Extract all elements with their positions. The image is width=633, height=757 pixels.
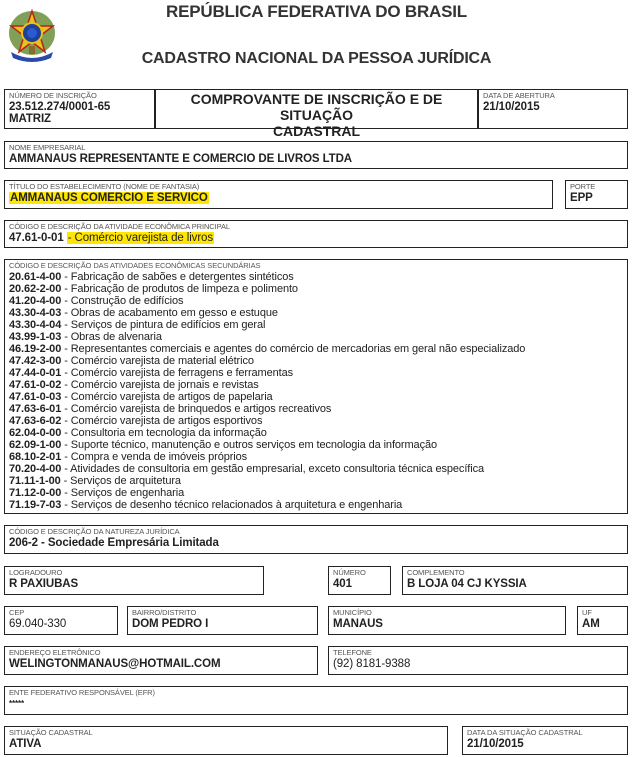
atividade-secundaria-item xyxy=(9,427,525,439)
bairro-label: BAIRRO/DISTRITO xyxy=(132,608,197,617)
atividade-secundaria-item xyxy=(9,331,525,343)
atividade-description: - Serviços de engenharia xyxy=(64,487,185,499)
atividade-description: - Serviços de arquitetura xyxy=(63,475,181,487)
titulo-box xyxy=(4,180,553,209)
atividade-code: 46.19-2-00 xyxy=(9,343,62,355)
atividade-code: 20.62-2-00 xyxy=(9,283,62,295)
atividade-principal-label: CÓDIGO E DESCRIÇÃO DA ATIVIDADE ECONÔMICA PRINCIPAL xyxy=(9,222,230,231)
divider xyxy=(477,90,479,128)
titulo-value: AMMANAUS COMERCIO E SERVICO xyxy=(10,192,208,204)
atividades-secundarias-box xyxy=(4,259,628,514)
telefone-value: (92) 8181-9388 xyxy=(333,658,411,670)
efr-value: ***** xyxy=(9,699,25,708)
atividade-code: 71.11-1-00 xyxy=(9,475,61,487)
atividades-secundarias-label: CÓDIGO E DESCRIÇÃO DAS ATIVIDADES ECONÔMICAS SECUNDÁRIAS xyxy=(9,261,261,270)
numero-value: 401 xyxy=(333,578,352,590)
atividade-code: 43.30-4-04 xyxy=(9,319,62,331)
atividade-description: - Comércio varejista de brinquedos e artigos recreativos xyxy=(64,403,332,415)
numero-label: NÚMERO xyxy=(333,568,366,577)
nome-empresarial-box xyxy=(4,141,628,169)
atividade-code: 43.30-4-03 xyxy=(9,307,62,319)
abertura-value: 21/10/2015 xyxy=(483,101,540,113)
atividade-secundaria-item xyxy=(9,319,525,331)
cep-label: CEP xyxy=(9,608,25,617)
atividade-code: 71.19-7-03 xyxy=(9,499,62,511)
atividade-description: - Comércio varejista de artigos esportivos xyxy=(64,415,263,427)
situacao-label: SITUAÇÃO CADASTRAL xyxy=(9,728,93,737)
atividade-secundaria-item xyxy=(9,355,525,367)
situacao-value: ATIVA xyxy=(9,738,42,750)
page-subtitle: CADASTRO NACIONAL DA PESSOA JURÍDICA xyxy=(141,50,492,67)
efr-box xyxy=(4,686,628,715)
natureza-juridica-box xyxy=(4,525,628,554)
atividade-description: - Comércio varejista de ferragens e ferramentas xyxy=(64,367,294,379)
porte-label: PORTE xyxy=(570,182,596,191)
comprovante-line2: CADASTRAL xyxy=(272,123,361,139)
atividade-description: - Comércio varejista de jornais e revistas xyxy=(64,379,259,391)
complemento-label: COMPLEMENTO xyxy=(407,568,465,577)
atividade-code: 47.63-6-02 xyxy=(9,415,62,427)
atividade-secundaria-item xyxy=(9,295,525,307)
nome-empresarial-label: NOME EMPRESARIAL xyxy=(9,143,86,152)
atividade-description: - Serviços de desenho técnico relacionados à arquitetura e engenharia xyxy=(64,499,403,511)
atividade-code: 47.61-0-03 xyxy=(9,391,62,403)
porte-value: EPP xyxy=(570,192,593,204)
atividade-secundaria-item xyxy=(9,379,525,391)
atividade-code: 62.04-0-00 xyxy=(9,427,62,439)
uf-box xyxy=(577,606,628,635)
atividade-secundaria-item xyxy=(9,343,525,355)
municipio-box xyxy=(328,606,566,635)
uf-label: UF xyxy=(582,608,592,617)
atividade-code: 47.44-0-01 xyxy=(9,367,62,379)
atividade-secundaria-item xyxy=(9,475,525,487)
atividade-description: - Compra e venda de imóveis próprios xyxy=(64,451,248,463)
page-title: REPÚBLICA FEDERATIVA DO BRASIL xyxy=(166,2,467,21)
bairro-value: DOM PEDRO I xyxy=(132,618,209,630)
atividade-description: - Construção de edifícios xyxy=(64,295,184,307)
cep-value: 69.040-330 xyxy=(9,618,67,630)
porte-box xyxy=(565,180,628,209)
numero-box xyxy=(328,566,391,595)
data-situacao-box xyxy=(462,726,628,755)
atividade-secundaria-item xyxy=(9,283,525,295)
atividade-secundaria-item xyxy=(9,415,525,427)
municipio-value: MANAUS xyxy=(333,618,383,630)
titulo-label: TÍTULO DO ESTABELECIMENTO (NOME DE FANTASIA) xyxy=(9,182,200,191)
atividade-secundaria-item xyxy=(9,463,525,475)
inscricao-label: NÚMERO DE INSCRIÇÃO xyxy=(9,91,97,100)
natureza-juridica-label: CÓDIGO E DESCRIÇÃO DA NATUREZA JURÍDICA xyxy=(9,527,180,536)
abertura-label: DATA DE ABERTURA xyxy=(483,91,555,100)
atividade-secundaria-item xyxy=(9,271,525,283)
natureza-juridica-value: 206-2 - Sociedade Empresária Limitada xyxy=(9,537,219,549)
atividade-secundaria-item xyxy=(9,439,525,451)
situacao-box xyxy=(4,726,448,755)
atividade-secundaria-item xyxy=(9,307,525,319)
email-box xyxy=(4,646,318,675)
cep-box xyxy=(4,606,118,635)
atividade-description: - Fabricação de sabões e detergentes sintéticos xyxy=(64,271,294,283)
inscricao-tipo: MATRIZ xyxy=(9,113,51,125)
atividades-secundarias-list xyxy=(9,271,525,511)
inscricao-numero: 23.512.274/0001-65 xyxy=(9,101,111,113)
email-value: WELINGTONMANAUS@HOTMAIL.COM xyxy=(9,658,221,670)
data-situacao-label: DATA DA SITUAÇÃO CADASTRAL xyxy=(467,728,583,737)
atividade-secundaria-item xyxy=(9,499,525,511)
complemento-value: B LOJA 04 CJ KYSSIA xyxy=(407,578,527,590)
comprovante-line1: COMPROVANTE DE INSCRIÇÃO E DE SITUAÇÃO xyxy=(190,91,443,123)
telefone-box xyxy=(328,646,628,675)
atividade-description: - Fabricação de produtos de limpeza e polimento xyxy=(64,283,298,295)
atividade-description: - Obras de alvenaria xyxy=(64,331,162,343)
nome-empresarial-value: AMMANAUS REPRESENTANTE E COMERCIO DE LIVROS LTDA xyxy=(9,153,352,165)
atividade-secundaria-item xyxy=(9,367,525,379)
atividade-description: - Obras de acabamento em gesso e estuque xyxy=(64,307,278,319)
atividade-code: 68.10-2-01 xyxy=(9,451,62,463)
atividade-description: - Comércio varejista de material elétrico xyxy=(64,355,254,367)
atividade-principal-code: 47.61-0-01 xyxy=(9,232,64,244)
atividade-description: - Serviços de pintura de edifícios em geral xyxy=(64,319,266,331)
atividade-description: - Representantes comerciais e agentes do comércio de mercadorias em geral não especializado xyxy=(64,343,526,355)
efr-label: ENTE FEDERATIVO RESPONSÁVEL (EFR) xyxy=(9,688,155,697)
atividade-code: 47.63-6-01 xyxy=(9,403,62,415)
header-box xyxy=(4,89,628,139)
atividade-code: 20.61-4-00 xyxy=(9,271,62,283)
bairro-box xyxy=(127,606,318,635)
atividade-code: 47.42-3-00 xyxy=(9,355,62,367)
atividade-description: - Suporte técnico, manutenção e outros serviços em tecnologia da informação xyxy=(64,439,438,451)
atividade-code: 62.09-1-00 xyxy=(9,439,62,451)
logradouro-value: R PAXIUBAS xyxy=(9,578,79,590)
atividade-code: 47.61-0-02 xyxy=(9,379,62,391)
atividade-secundaria-item xyxy=(9,403,525,415)
atividade-secundaria-item xyxy=(9,487,525,499)
atividade-description: - Comércio varejista de artigos de papelaria xyxy=(64,391,273,403)
atividade-description: - Consultoria em tecnologia da informação xyxy=(64,427,267,439)
atividade-code: 70.20-4-00 xyxy=(9,463,62,475)
uf-value: AM xyxy=(582,618,600,630)
email-label: ENDEREÇO ELETRÔNICO xyxy=(9,648,101,657)
data-situacao-value: 21/10/2015 xyxy=(467,738,524,750)
atividade-code: 41.20-4-00 xyxy=(9,295,62,307)
atividade-code: 71.12-0-00 xyxy=(9,487,62,499)
telefone-label: TELEFONE xyxy=(333,648,372,657)
atividade-principal-box xyxy=(4,220,628,248)
atividade-principal-description: - Comércio varejista de livros xyxy=(67,232,213,244)
atividade-secundaria-item xyxy=(9,451,525,463)
logradouro-box xyxy=(4,566,264,595)
atividade-description: - Atividades de consultoria em gestão empresarial, exceto consultoria técnica específica xyxy=(64,463,485,475)
complemento-box xyxy=(402,566,628,595)
logradouro-label: LOGRADOURO xyxy=(9,568,63,577)
atividade-secundaria-item xyxy=(9,391,525,403)
municipio-label: MUNICÍPIO xyxy=(333,608,372,617)
comprovante-title xyxy=(156,91,477,139)
atividade-code: 43.99-1-03 xyxy=(9,331,62,343)
